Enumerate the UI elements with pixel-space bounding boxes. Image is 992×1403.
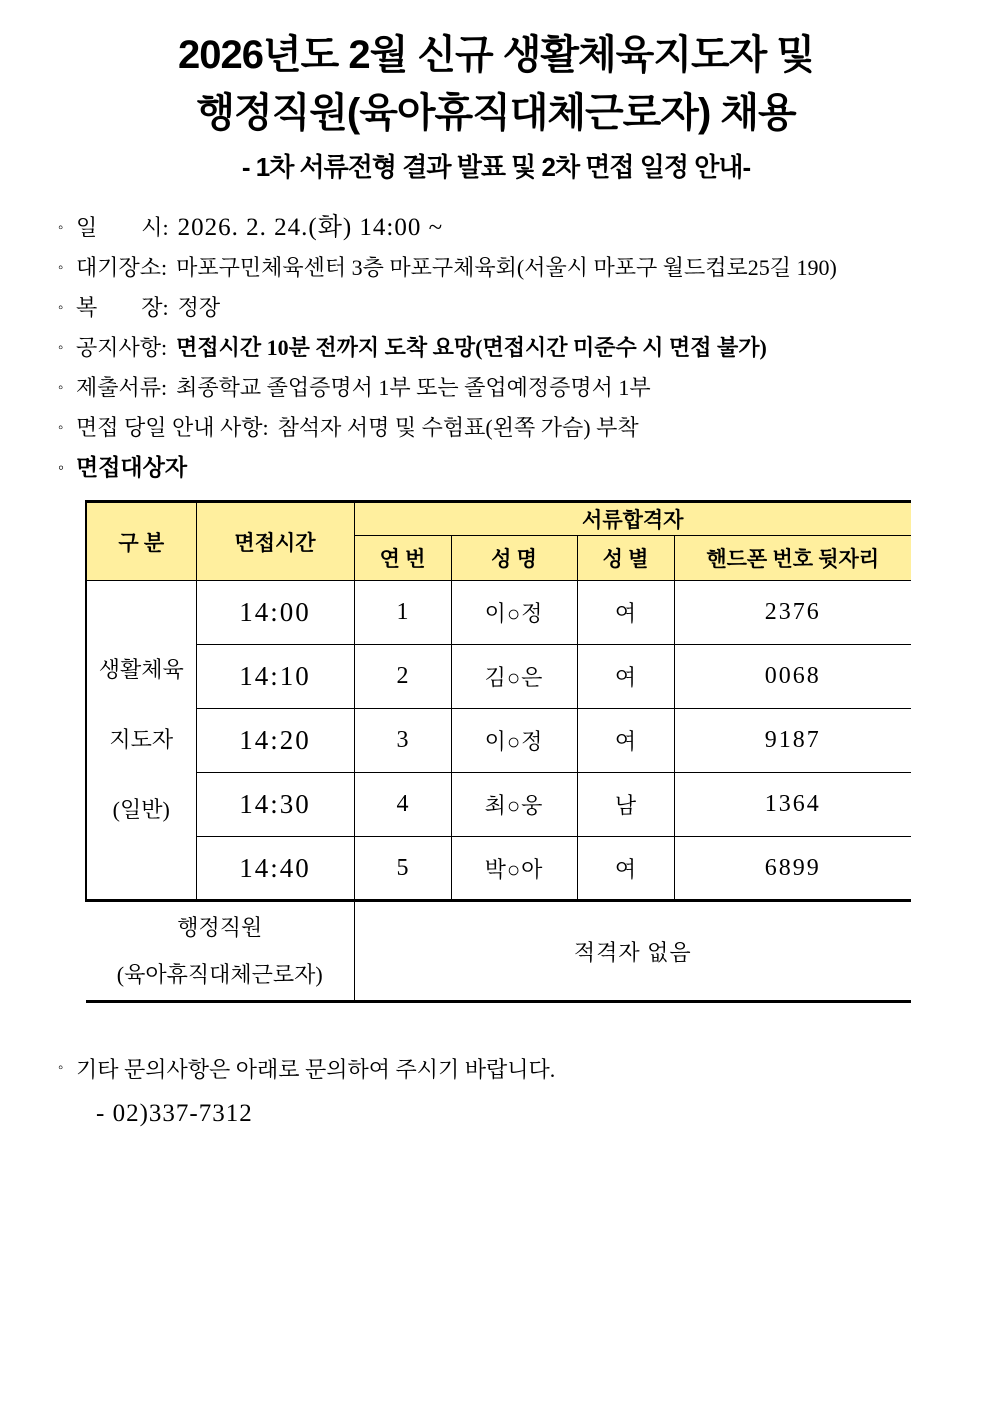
info-value-day-guide: 참석자 서명 및 수험표(왼쪽 가슴) 부착 (277, 415, 639, 440)
phone-digits-cell: 0068 (674, 645, 911, 709)
candidate-name-cell: 이○정 (451, 709, 577, 773)
bullet-icon: ◦ (58, 380, 64, 396)
serial-number-cell: 2 (354, 645, 451, 709)
bullet-icon: ◦ (58, 1060, 64, 1076)
page-title-line2: 행정직원(육아휴직대체근로자) 채용 (196, 91, 796, 135)
candidate-name-cell: 최○웅 (451, 773, 577, 837)
inquiry-phone-number: - 02)337-7312 (96, 1100, 253, 1127)
bullet-icon: ◦ (58, 300, 64, 316)
info-label-documents: 제출서류: (76, 375, 168, 400)
info-value-notice: 면접시간 10분 전까지 도착 요망(면접시간 미준수 시 면접 불가) (176, 335, 767, 360)
table-header (86, 502, 911, 581)
candidate-name-cell: 박○아 (451, 837, 577, 901)
column-header-interview-time: 면접시간 (196, 502, 354, 581)
serial-number-cell: 4 (354, 773, 451, 837)
info-item-interviewees-heading (58, 456, 952, 480)
info-item-datetime (58, 216, 952, 240)
group-cell-sports-instructor (86, 581, 196, 901)
info-list (58, 216, 952, 480)
bullet-icon: ◦ (58, 260, 64, 276)
info-label-day-guide: 면접 당일 안내 사항: (76, 415, 269, 440)
table-header-row-1 (86, 502, 911, 536)
column-header-category: 구 분 (86, 502, 196, 581)
section-heading-interviewees: 면접대상자 (76, 455, 188, 480)
column-header-document-passers: 서류합격자 (354, 502, 911, 536)
group-cell-admin-staff (86, 901, 354, 1002)
group-line: 생활체육 (98, 657, 184, 682)
info-item-waiting-place (58, 256, 952, 280)
info-label-notice: 공지사항: (76, 335, 168, 360)
gender-cell: 남 (577, 773, 674, 837)
footer (58, 1053, 952, 1128)
serial-number-cell: 3 (354, 709, 451, 773)
info-item-day-guide (58, 416, 952, 440)
inquiry-text: 기타 문의사항은 아래로 문의하여 주시기 바랍니다. (76, 1057, 556, 1082)
bullet-icon: ◦ (58, 420, 64, 436)
bullet-icon: ◦ (58, 220, 64, 236)
column-header-phone-last-digits: 핸드폰 번호 뒷자리 (674, 536, 911, 581)
bullet-icon: ◦ (58, 458, 65, 477)
group-line: 지도자 (109, 727, 174, 752)
inquiry-note (58, 1053, 952, 1084)
interview-schedule-table (85, 500, 911, 1003)
table-body (86, 581, 911, 1002)
page-subtitle: - 1차 서류전형 결과 발표 및 2차 면접 일정 안내- (241, 152, 751, 182)
phone-digits-cell: 9187 (674, 709, 911, 773)
phone-digits-cell: 1364 (674, 773, 911, 837)
info-value-documents: 최종학교 졸업증명서 1부 또는 졸업예정증명서 1부 (176, 375, 651, 400)
column-header-serial-number: 연 번 (354, 536, 451, 581)
page-title-line1: 2026년도 2월 신규 생활체육지도자 및 (177, 33, 814, 77)
column-header-gender: 성 별 (577, 536, 674, 581)
group-line: (일반) (112, 797, 170, 822)
gender-cell: 여 (577, 837, 674, 901)
interview-time-cell: 14:30 (196, 773, 354, 837)
gender-cell: 여 (577, 709, 674, 773)
phone-digits-cell: 6899 (674, 837, 911, 901)
info-item-documents (58, 376, 952, 400)
info-label-waiting-place: 대기장소: (76, 255, 168, 280)
info-label-dress-code: 복 장: (76, 295, 169, 320)
info-label-datetime: 일 시: (76, 215, 169, 240)
interview-time-cell: 14:10 (196, 645, 354, 709)
table-row (86, 645, 911, 709)
gender-cell: 여 (577, 581, 674, 645)
admin-staff-result-cell: 적격자 없음 (354, 901, 911, 1002)
gender-cell: 여 (577, 645, 674, 709)
info-value-datetime: 2026. 2. 24.(화) 14:00 ~ (177, 214, 444, 241)
info-item-notice (58, 336, 952, 360)
candidate-name-cell: 이○정 (451, 581, 577, 645)
column-header-name: 성 명 (451, 536, 577, 581)
table-row (86, 581, 911, 645)
serial-number-cell: 5 (354, 837, 451, 901)
info-value-waiting-place: 마포구민체육센터 3층 마포구체육회(서울시 마포구 월드컵로25길 190) (176, 255, 837, 280)
title-block (40, 26, 952, 184)
interview-time-cell: 14:40 (196, 837, 354, 901)
table-row (86, 837, 911, 901)
info-item-dress-code (58, 296, 952, 320)
interview-time-cell: 14:20 (196, 709, 354, 773)
bullet-icon: ◦ (58, 340, 64, 356)
table-row-admin-staff (86, 901, 911, 1002)
serial-number-cell: 1 (354, 581, 451, 645)
interview-time-cell: 14:00 (196, 581, 354, 645)
info-value-dress-code: 정장 (177, 295, 221, 320)
admin-staff-line: (육아휴직대체근로자) (116, 962, 323, 987)
phone-digits-cell: 2376 (674, 581, 911, 645)
table-row (86, 709, 911, 773)
admin-staff-line: 행정직원 (177, 915, 263, 940)
candidate-name-cell: 김○은 (451, 645, 577, 709)
table-row (86, 773, 911, 837)
